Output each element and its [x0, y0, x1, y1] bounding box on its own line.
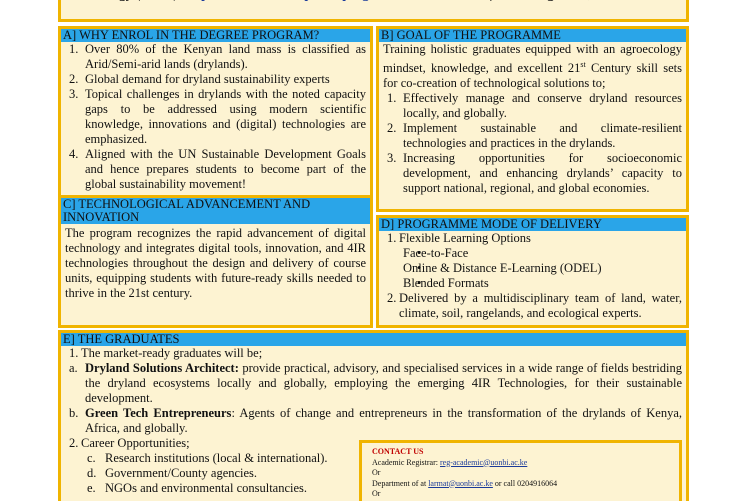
list-item: b. Green Tech Entrepreneurs: Agents of change and entrepreneurs in the transformation of the drylands of Kenya, Africa, and globally. — [69, 406, 683, 435]
section-e-title: E] THE GRADUATES — [61, 333, 686, 346]
section-d-title: D] PROGRAMME MODE OF DELIVERY — [379, 218, 686, 231]
section-b-panel — [376, 26, 689, 212]
contact-title: CONTACT US — [372, 447, 424, 456]
or-text: Or — [372, 489, 381, 498]
list-item: c. Research institutions (local & international). — [87, 451, 328, 465]
registrar-line: Academic Registrar: reg-academic@uonbi.ac.ke — [372, 457, 528, 467]
list-item: 3. Topical challenges in drylands with the noted capacity gaps to be addressed using modern scientific knowledge, innovations and (digital) technologies are emphasized. — [69, 87, 366, 146]
section-c-title: C] TECHNOLOGICAL ADVANCEMENT AND INNOVATION — [61, 198, 370, 224]
section-a-title: A] WHY ENROL IN THE DEGREE PROGRAM? — [61, 29, 370, 42]
top-banner-text — [67, 0, 622, 2]
registrar-email-link[interactable]: reg-academic@uonbi.ac.ke — [439, 457, 528, 467]
list-item: 1. Flexible Learning Options • Face-to-Face • Online & Distance E-Learning (ODEL) • Blended Formats — [379, 231, 682, 291]
kuccps-link[interactable] — [185, 0, 486, 1]
list-item: 1. The market-ready graduates will be; a. Dryland Solutions Architect: provide practical, advisory, and specialised services in a wide range of fields bestriding the dryland ecosystems locally and globally, employing the emerging 4IR Technologies, for their sustainable development. b. Green Tech Entrepreneurs: Agents of change and entrepreneurs in the transformation of the drylands of Kenya, Africa, and globally. — [61, 346, 682, 436]
list-item: • Online & Distance E-Learning (ODEL) — [379, 261, 682, 276]
delivery-modes — [379, 246, 682, 291]
section-b-list — [379, 91, 686, 196]
section-d-panel — [376, 215, 689, 328]
section-c-panel — [58, 195, 373, 328]
section-b-intro: Training holistic graduates equipped with an agroecology mindset, knowledge, and excellent 21st Century skill sets for co-creation of technological solutions to; — [383, 42, 682, 91]
list-item: 1. Over 80% of the Kenyan land mass is classified as Arid/Semi-arid lands (drylands). — [69, 42, 366, 71]
contact-box — [359, 440, 682, 501]
list-item: 2. Career Opportunities; c. Research institutions (local & international). d. Government/County agencies. e. NGOs and environmental consultancies. — [61, 436, 682, 496]
list-item: • Face-to-Face — [379, 246, 682, 261]
list-item: 2. Global demand for dryland sustainability experts — [69, 72, 330, 86]
graduate-roles — [61, 361, 682, 436]
section-a-list — [61, 42, 370, 192]
section-a-panel — [58, 26, 373, 198]
list-item: 2. Implement sustainable and climate-resilient technologies and practices in the drylands. — [387, 121, 682, 151]
list-item: 4. Aligned with the UN Sustainable Development Goals and hence prepares students to become part of the global sustainability movement! — [69, 147, 366, 191]
date-text — [489, 0, 622, 1]
or-text: Or — [372, 468, 381, 477]
list-item: 1. Effectively manage and conserve dryland resources locally, and globally. — [387, 91, 682, 121]
list-item: 3. Increasing opportunities for socioeconomic development, and enhancing drylands’ capacity to support national, regional, and global economies. — [387, 151, 682, 196]
section-c-text: The program recognizes the rapid advancement of digital technology and integrates digital tools, innovation, and 4IR technologies throughout the design and delivery of course units, equipping students with future-ready skills needed to thrive in the 21st century. — [65, 226, 366, 300]
list-item: • Blended Formats — [379, 276, 682, 291]
list-item: d. Government/County agencies. — [87, 466, 258, 480]
list-item: 2. Delivered by a multidisciplinary team of land, water, climate, soil, rangelands, and ecological experts. — [387, 291, 682, 320]
top-banner — [58, 0, 689, 22]
list-item: a. Dryland Solutions Architect: provide practical, advisory, and specialised services in a wide range of fields bestriding the dryland ecosystems locally and globally, employing the emerging 4IR Technologies, for their sustainable development. — [69, 361, 682, 405]
department-line: Department of at larmat@uonbi.ac.ke or call 0204916064 — [372, 478, 558, 488]
department-email-link[interactable]: larmat@uonbi.ac.ke — [428, 478, 493, 488]
list-item: e. NGOs and environmental consultancies. — [87, 481, 308, 495]
programme-name — [67, 0, 178, 1]
section-d-list — [379, 231, 686, 321]
section-b-title: B] GOAL OF THE PROGRAMME — [379, 29, 686, 42]
